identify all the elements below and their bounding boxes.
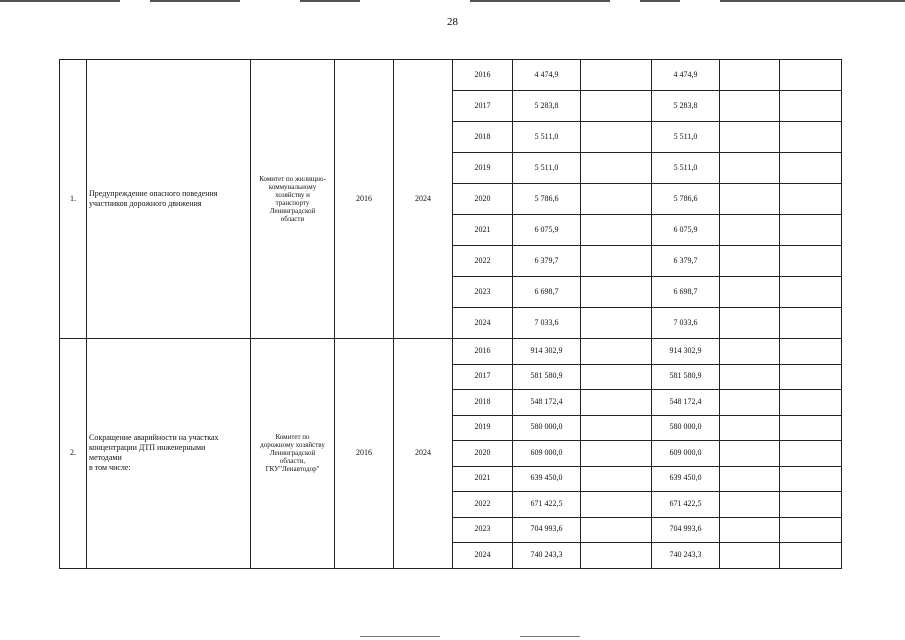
regional-budget-amount: 609 000,0 — [652, 441, 720, 467]
scan-top-edge — [0, 0, 905, 3]
local-budget-cell — [720, 390, 780, 416]
funding-year: 2021 — [453, 215, 513, 246]
local-budget-cell — [720, 91, 780, 122]
local-budget-cell — [720, 364, 780, 390]
federal-budget-cell — [581, 277, 652, 308]
total-amount: 5 511,0 — [513, 122, 581, 153]
funding-year: 2022 — [453, 246, 513, 277]
funding-year: 2017 — [453, 364, 513, 390]
other-sources-cell — [780, 517, 842, 543]
funding-year: 2018 — [453, 390, 513, 416]
regional-budget-amount: 671 422,5 — [652, 492, 720, 518]
measure-description — [87, 339, 251, 569]
measure-description — [87, 60, 251, 339]
start-year: 2016 — [335, 339, 394, 569]
other-sources-cell — [780, 543, 842, 569]
responsible-line: ГКУ"Ленавтодор" — [265, 465, 320, 474]
local-budget-cell — [720, 415, 780, 441]
funding-year: 2023 — [453, 277, 513, 308]
responsible-line: Ленинградской — [269, 207, 316, 216]
total-amount: 671 422,5 — [513, 492, 581, 518]
federal-budget-cell — [581, 466, 652, 492]
federal-budget-cell — [581, 215, 652, 246]
local-budget-cell — [720, 441, 780, 467]
total-amount: 914 302,9 — [513, 339, 581, 365]
total-amount: 581 580,9 — [513, 364, 581, 390]
federal-budget-cell — [581, 60, 652, 91]
description-line: в том числе: — [89, 463, 131, 473]
regional-budget-amount: 5 786,6 — [652, 184, 720, 215]
local-budget-cell — [720, 184, 780, 215]
other-sources-cell — [780, 246, 842, 277]
row-index: 1. — [60, 60, 87, 339]
regional-budget-amount: 548 172,4 — [652, 390, 720, 416]
funding-year: 2024 — [453, 308, 513, 339]
total-amount: 6 379,7 — [513, 246, 581, 277]
row-index: 2. — [60, 339, 87, 569]
responsible-line: дорожному хозяйству — [260, 441, 325, 450]
other-sources-cell — [780, 277, 842, 308]
responsible-line: транспорту — [275, 199, 310, 207]
regional-budget-amount: 914 302,9 — [652, 339, 720, 365]
description-line: Предупреждение опасного поведения — [89, 189, 218, 198]
regional-budget-amount: 5 511,0 — [652, 153, 720, 184]
federal-budget-cell — [581, 308, 652, 339]
funding-year: 2017 — [453, 91, 513, 122]
regional-budget-amount: 6 698,7 — [652, 277, 720, 308]
local-budget-cell — [720, 215, 780, 246]
other-sources-cell — [780, 215, 842, 246]
description-line: участников дорожного движения — [89, 199, 202, 208]
other-sources-cell — [780, 364, 842, 390]
responsible-line: Комитет по — [275, 433, 310, 442]
regional-budget-amount: 5 511,0 — [652, 122, 720, 153]
local-budget-cell — [720, 517, 780, 543]
funding-year: 2023 — [453, 517, 513, 543]
funding-year: 2021 — [453, 466, 513, 492]
regional-budget-amount: 740 243,3 — [652, 543, 720, 569]
total-amount: 580 000,0 — [513, 415, 581, 441]
table-row — [60, 60, 842, 91]
total-amount: 609 000,0 — [513, 441, 581, 467]
regional-budget-amount: 639 450,0 — [652, 466, 720, 492]
end-year: 2024 — [394, 60, 453, 339]
total-amount: 704 993,6 — [513, 517, 581, 543]
local-budget-cell — [720, 339, 780, 365]
other-sources-cell — [780, 415, 842, 441]
total-amount: 6 075,9 — [513, 215, 581, 246]
federal-budget-cell — [581, 492, 652, 518]
local-budget-cell — [720, 122, 780, 153]
regional-budget-amount: 6 075,9 — [652, 215, 720, 246]
total-amount: 5 786,6 — [513, 184, 581, 215]
federal-budget-cell — [581, 517, 652, 543]
total-amount: 6 698,7 — [513, 277, 581, 308]
federal-budget-cell — [581, 441, 652, 467]
responsible-line: хозяйству и — [275, 190, 310, 199]
total-amount: 5 283,8 — [513, 91, 581, 122]
page-number: 28 — [447, 16, 458, 28]
table-row — [60, 339, 842, 365]
responsible-executor — [251, 60, 335, 339]
funding-year: 2019 — [453, 153, 513, 184]
other-sources-cell — [780, 390, 842, 416]
local-budget-cell — [720, 466, 780, 492]
local-budget-cell — [720, 277, 780, 308]
responsible-line: области, — [279, 457, 306, 466]
local-budget-cell — [720, 543, 780, 569]
responsible-line: Комитет по жилищно- — [259, 174, 326, 183]
other-sources-cell — [780, 122, 842, 153]
total-amount: 740 243,3 — [513, 543, 581, 569]
local-budget-cell — [720, 60, 780, 91]
scan-bottom-edge — [0, 636, 905, 638]
other-sources-cell — [780, 60, 842, 91]
regional-budget-amount: 581 580,9 — [652, 364, 720, 390]
total-amount: 4 474,9 — [513, 60, 581, 91]
federal-budget-cell — [581, 543, 652, 569]
start-year: 2016 — [335, 60, 394, 339]
other-sources-cell — [780, 308, 842, 339]
funding-year: 2019 — [453, 415, 513, 441]
federal-budget-cell — [581, 390, 652, 416]
other-sources-cell — [780, 91, 842, 122]
program-table — [59, 59, 842, 569]
federal-budget-cell — [581, 91, 652, 122]
end-year: 2024 — [394, 339, 453, 569]
other-sources-cell — [780, 339, 842, 365]
federal-budget-cell — [581, 122, 652, 153]
total-amount: 7 033,6 — [513, 308, 581, 339]
funding-year: 2024 — [453, 543, 513, 569]
funding-year: 2018 — [453, 122, 513, 153]
total-amount: 639 450,0 — [513, 466, 581, 492]
description-line: методами — [89, 453, 122, 463]
total-amount: 5 511,0 — [513, 153, 581, 184]
funding-year: 2016 — [453, 60, 513, 91]
regional-budget-amount: 580 000,0 — [652, 415, 720, 441]
local-budget-cell — [720, 492, 780, 518]
local-budget-cell — [720, 308, 780, 339]
regional-budget-amount: 7 033,6 — [652, 308, 720, 339]
funding-year: 2022 — [453, 492, 513, 518]
description-line: концентрации ДТП инженерными — [89, 443, 206, 453]
federal-budget-cell — [581, 415, 652, 441]
other-sources-cell — [780, 466, 842, 492]
responsible-executor — [251, 339, 335, 569]
description-line: Сокращение аварийности на участках — [89, 433, 219, 443]
funding-year: 2020 — [453, 441, 513, 467]
funding-year: 2016 — [453, 339, 513, 365]
federal-budget-cell — [581, 339, 652, 365]
regional-budget-amount: 5 283,8 — [652, 91, 720, 122]
responsible-line: области — [280, 215, 305, 224]
federal-budget-cell — [581, 153, 652, 184]
responsible-line: Ленинградской — [269, 449, 316, 458]
regional-budget-amount: 6 379,7 — [652, 246, 720, 277]
responsible-line: коммунальному — [268, 182, 317, 191]
local-budget-cell — [720, 246, 780, 277]
federal-budget-cell — [581, 364, 652, 390]
local-budget-cell — [720, 153, 780, 184]
regional-budget-amount: 704 993,6 — [652, 517, 720, 543]
other-sources-cell — [780, 441, 842, 467]
total-amount: 548 172,4 — [513, 390, 581, 416]
federal-budget-cell — [581, 246, 652, 277]
other-sources-cell — [780, 184, 842, 215]
federal-budget-cell — [581, 184, 652, 215]
regional-budget-amount: 4 474,9 — [652, 60, 720, 91]
other-sources-cell — [780, 492, 842, 518]
funding-year: 2020 — [453, 184, 513, 215]
other-sources-cell — [780, 153, 842, 184]
